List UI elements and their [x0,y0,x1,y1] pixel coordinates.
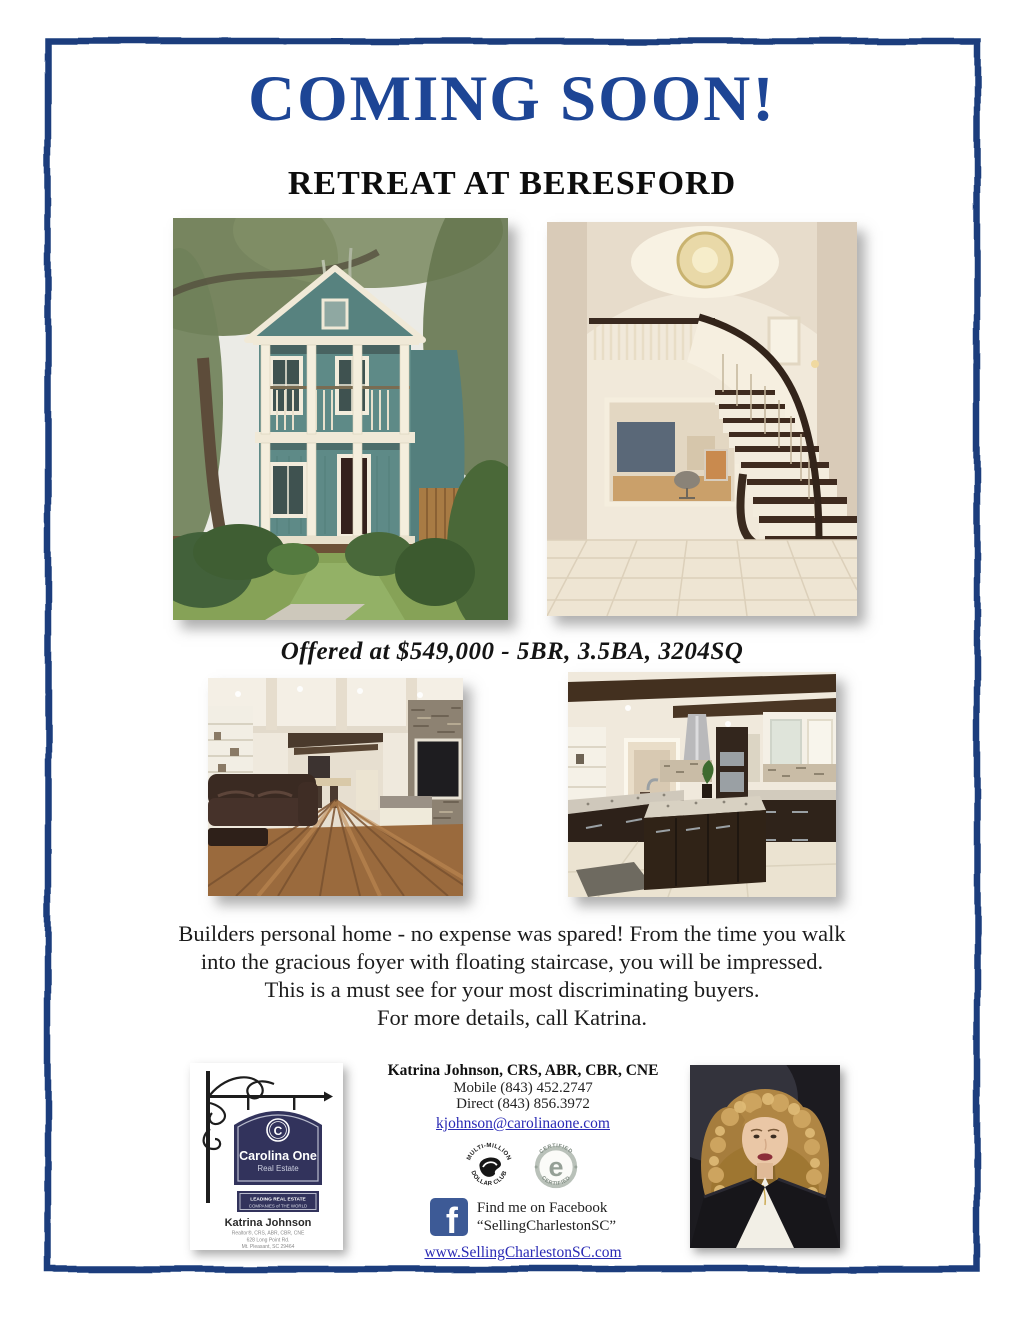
e-certified-badge [529,1140,583,1194]
sign-agent-name: Katrina Johnson [224,1217,312,1229]
facebook-line1: Find me on Facebook [476,1200,608,1216]
photo-living-room [208,678,463,896]
sign-address-line2: Mt. Pleasant, SC 29464 [241,1244,295,1250]
description-line: For more details, call Katrina. [377,1005,647,1030]
facebook-line2: “SellingCharlestonSC” [476,1218,617,1234]
website-link[interactable]: www.SellingCharlestonSC.com [424,1244,622,1261]
badge-million-top-text: MULTI-MILLION [466,1143,512,1162]
badge-million-bottom-text: DOLLAR CLUB [469,1170,509,1188]
photo-kitchen [568,672,836,897]
badge-certified-bottom-text: CERTIFIED [540,1175,572,1188]
sign-plaque-line1: LEADING REAL ESTATE [250,1197,306,1203]
description [0,920,1024,1032]
sign-plaque-line2: COMPANIES of THE WORLD [248,1203,308,1209]
sign-logo-letter: C [273,1124,283,1138]
description-line: Builders personal home - no expense was spared! From the time you walk [178,921,846,946]
sign-brand-name: Carolina One [239,1149,317,1163]
photo-house-exterior [173,218,508,620]
direct-phone: Direct (843) 856.3972 [456,1096,590,1112]
multi-million-dollar-club-badge [463,1141,515,1193]
sign-address-line1: 628 Long Point Rd. [246,1237,290,1244]
sign-agent-titles: Realtor®, CRS, ABR, CBR, CNE [231,1230,305,1237]
offer-line: Offered at $549,000 - 5BR, 3.5BA, 3204SQ [280,638,744,665]
photo-agent-headshot [690,1065,840,1248]
page-title: COMING SOON! [248,63,776,135]
award-badges [358,1140,688,1194]
facebook-text [477,1198,616,1235]
badge-certified-letter: e [548,1152,564,1182]
facebook-row[interactable] [358,1198,688,1236]
description-line: into the gracious foyer with floating staircase, you will be impressed. [200,949,824,974]
mobile-phone: Mobile (843) 452.2747 [453,1080,593,1096]
agent-name-line: Katrina Johnson, CRS, ABR, CBR, CNE [387,1062,659,1079]
sign-brand-sub: Real Estate [257,1164,299,1173]
community-name: RETREAT AT BERESFORD [287,165,737,202]
email-link[interactable]: kjohnson@carolinaone.com [436,1115,610,1132]
description-line: This is a must see for your most discriminating buyers. [264,977,760,1002]
facebook-icon-letter: f [445,1200,458,1236]
contact-block [358,1062,688,1262]
carolina-one-sign [190,1063,343,1250]
badge-certified-top-text: CERTIFIED [538,1143,574,1156]
photo-foyer-staircase [547,222,857,616]
facebook-icon[interactable] [430,1198,468,1236]
